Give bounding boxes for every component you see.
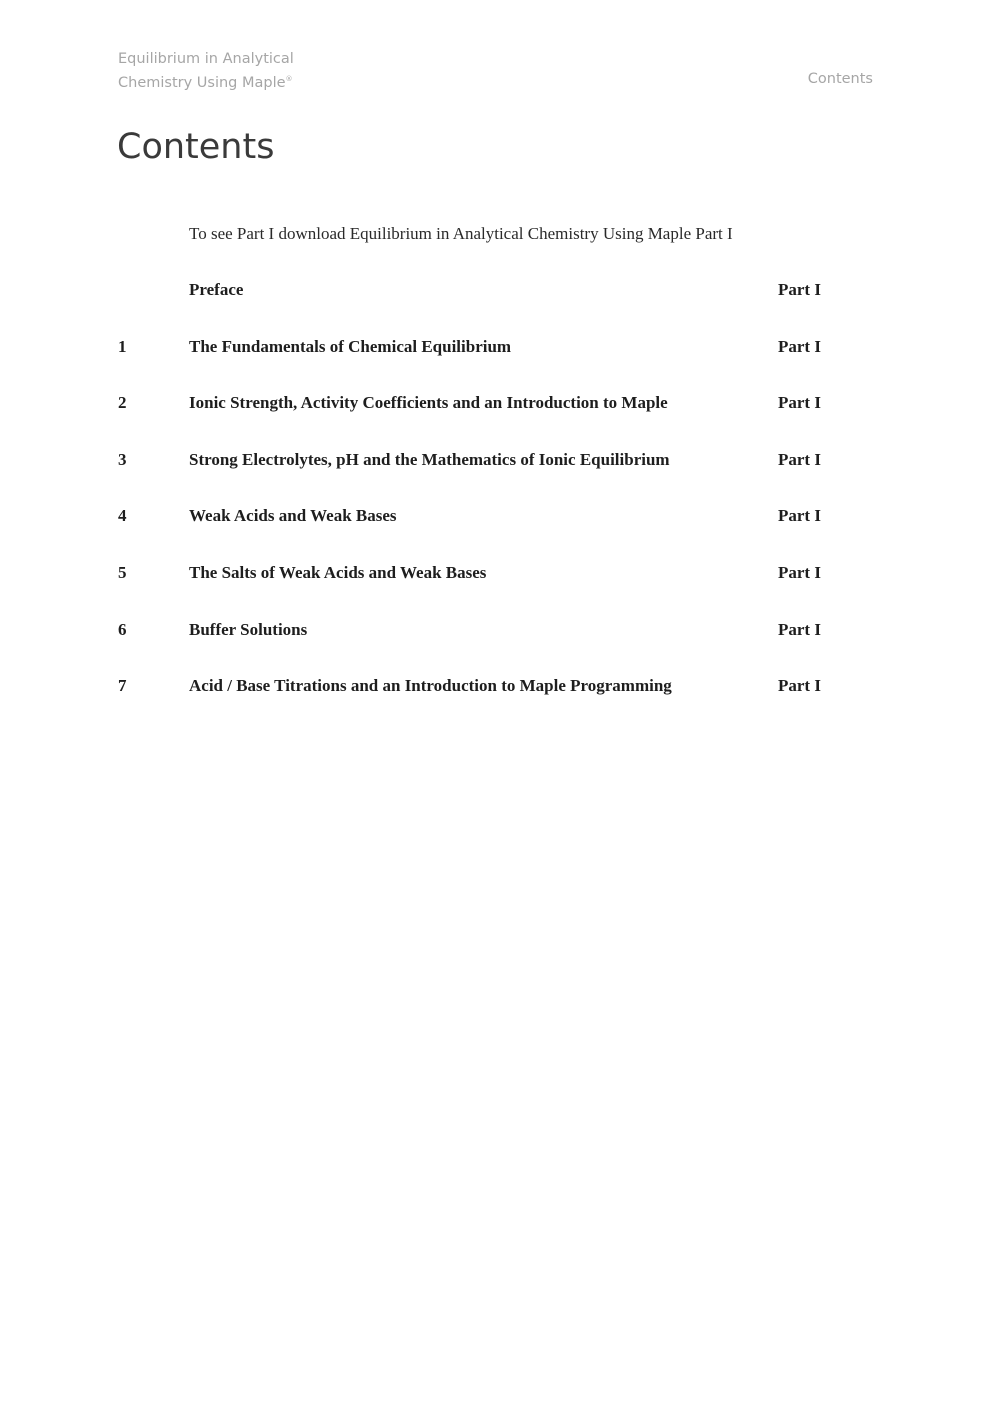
toc-entry-preface[interactable] xyxy=(0,278,993,335)
toc-entry-part: Part I xyxy=(778,280,821,299)
toc-entry-title: The Fundamentals of Chemical Equilibrium xyxy=(189,336,512,356)
toc-entry-chapter-4[interactable] xyxy=(0,504,993,561)
part-one-download-note: To see Part I download Equilibrium in Analytical Chemistry Using Maple Part I xyxy=(189,224,733,243)
toc-entry-title: Preface xyxy=(189,280,244,299)
toc-entry-chapter-7[interactable] xyxy=(0,674,993,731)
running-header-book-title xyxy=(118,49,294,93)
toc-entry-title: Ionic Strength, Activity Coefficients and an Introduction to Maple xyxy=(189,393,668,413)
book-title-line-1: Equilibrium in Analytical xyxy=(118,51,294,67)
toc-entry-part: Part I xyxy=(778,449,821,469)
toc-entry-part: Part I xyxy=(778,336,821,356)
toc-entry-part: Part I xyxy=(778,562,821,582)
toc-entry-chapter-3[interactable] xyxy=(0,448,993,505)
toc-entry-number: 3 xyxy=(118,449,127,469)
toc-entry-chapter-1[interactable] xyxy=(0,335,993,392)
toc-entry-chapter-5[interactable] xyxy=(0,561,993,618)
toc-entry-number: 2 xyxy=(118,393,127,413)
toc-entry-title: Weak Acids and Weak Bases xyxy=(189,506,397,526)
toc-entry-title: Buffer Solutions xyxy=(189,619,308,639)
toc-entry-part: Part I xyxy=(778,506,821,526)
book-title-line-2-text: Chemistry Using Maple xyxy=(118,75,286,91)
toc-entry-number: 5 xyxy=(118,562,127,582)
toc-entry-number: 4 xyxy=(118,506,127,526)
toc-entry-part: Part I xyxy=(778,619,821,639)
registered-mark: ® xyxy=(285,75,293,83)
toc-entry-title: Acid / Base Titrations and an Introduction to Maple Programming xyxy=(189,676,672,696)
book-title-line-2 xyxy=(118,69,294,93)
toc-entry-title: Strong Electrolytes, pH and the Mathematics of Ionic Equilibrium xyxy=(189,449,670,469)
toc-entry-chapter-2[interactable] xyxy=(0,391,993,448)
toc-entry-title: The Salts of Weak Acids and Weak Bases xyxy=(189,562,487,582)
page-title: Contents xyxy=(117,127,275,167)
toc-entry-part: Part I xyxy=(778,393,821,413)
toc-entry-part: Part I xyxy=(778,676,821,696)
toc-entry-number: 1 xyxy=(118,336,127,356)
toc-entry-chapter-6[interactable] xyxy=(0,618,993,675)
running-header-section: Contents xyxy=(807,71,873,87)
toc-entry-number: 7 xyxy=(118,676,127,696)
table-of-contents xyxy=(0,278,993,731)
toc-entry-number: 6 xyxy=(118,619,127,639)
